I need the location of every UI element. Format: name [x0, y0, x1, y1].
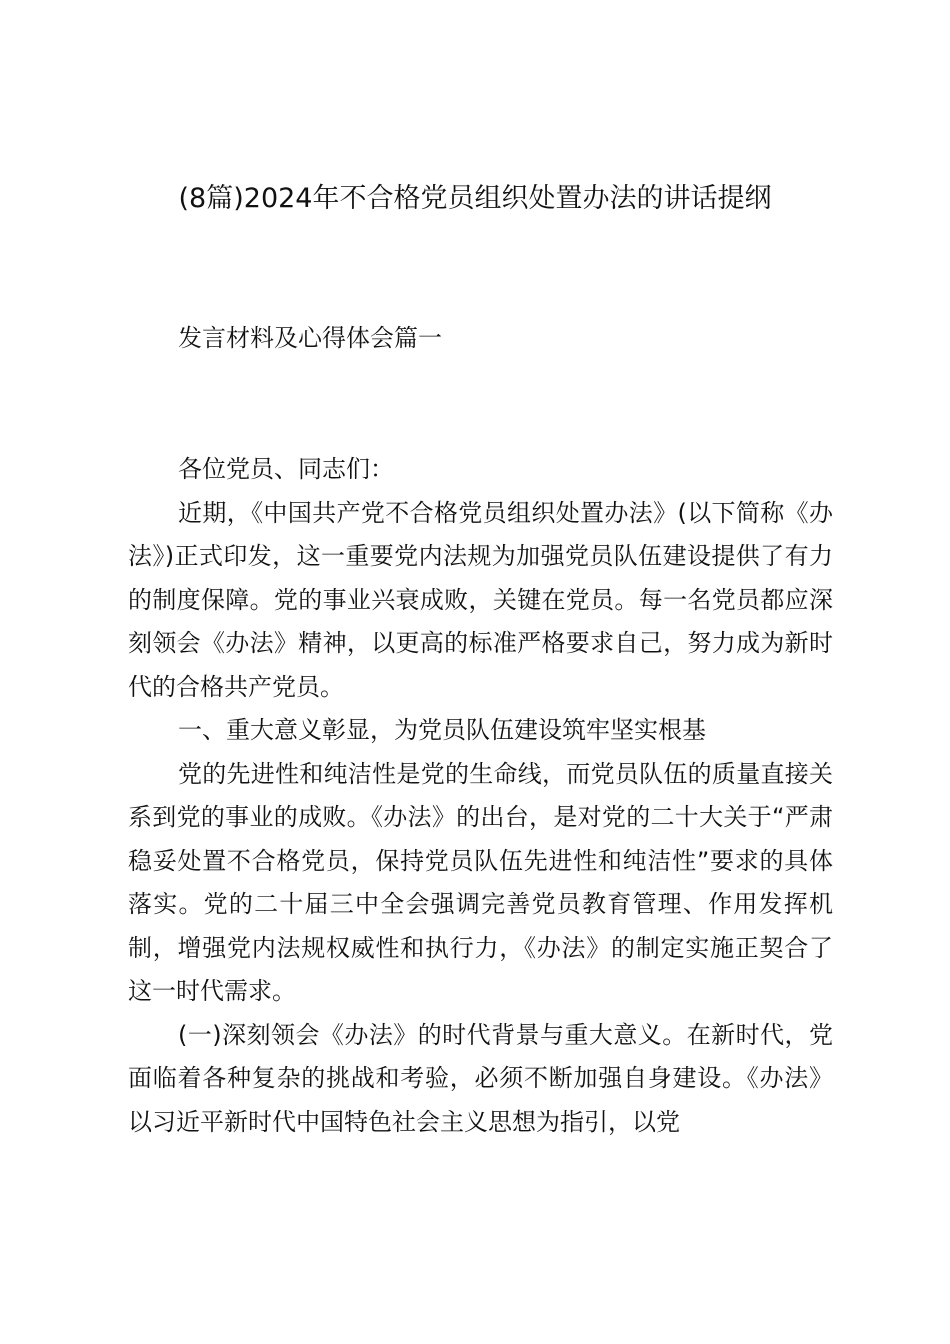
body-paragraph: 近期，《中国共产党不合格党员组织处置办法》(以下简称《办法》)正式印发，这一重要党内法规为加强党员队伍建设提供了有力的制度保障。党的事业兴衰成败，关键在党员。每一名党员都应深刻领会《办法》精神，以更高的标准严格要求自己，努力成为新时代的合格共产党员。	[128, 498, 833, 701]
document-title: (8篇)2024年不合格党员组织处置办法的讲话提纲	[178, 183, 772, 214]
document-subtitle: 发言材料及心得体会篇一	[178, 324, 442, 352]
document-body	[128, 448, 833, 1144]
body-paragraph: (一)深刻领会《办法》的时代背景与重大意义。在新时代，党面临着各种复杂的挑战和考验，必须不断加强自身建设。《办法》以习近平新时代中国特色社会主义思想为指引，以党	[128, 1020, 833, 1136]
body-paragraph: 党的先进性和纯洁性是党的生命线，而党员队伍的质量直接关系到党的事业的成败。《办法》的出台，是对党的二十大关于“严肃稳妥处置不合格党员，保持党员队伍先进性和纯洁性”要求的具体落实。党的二十届三中全会强调完善党员教育管理、作用发挥机制，增强党内法规权威性和执行力，《办法》的制定实施正契合了这一时代需求。	[128, 759, 833, 1005]
section-heading: 一、重大意义彰显，为党员队伍建设筑牢坚实根基	[178, 716, 706, 744]
salutation: 各位党员、同志们：	[178, 455, 394, 483]
